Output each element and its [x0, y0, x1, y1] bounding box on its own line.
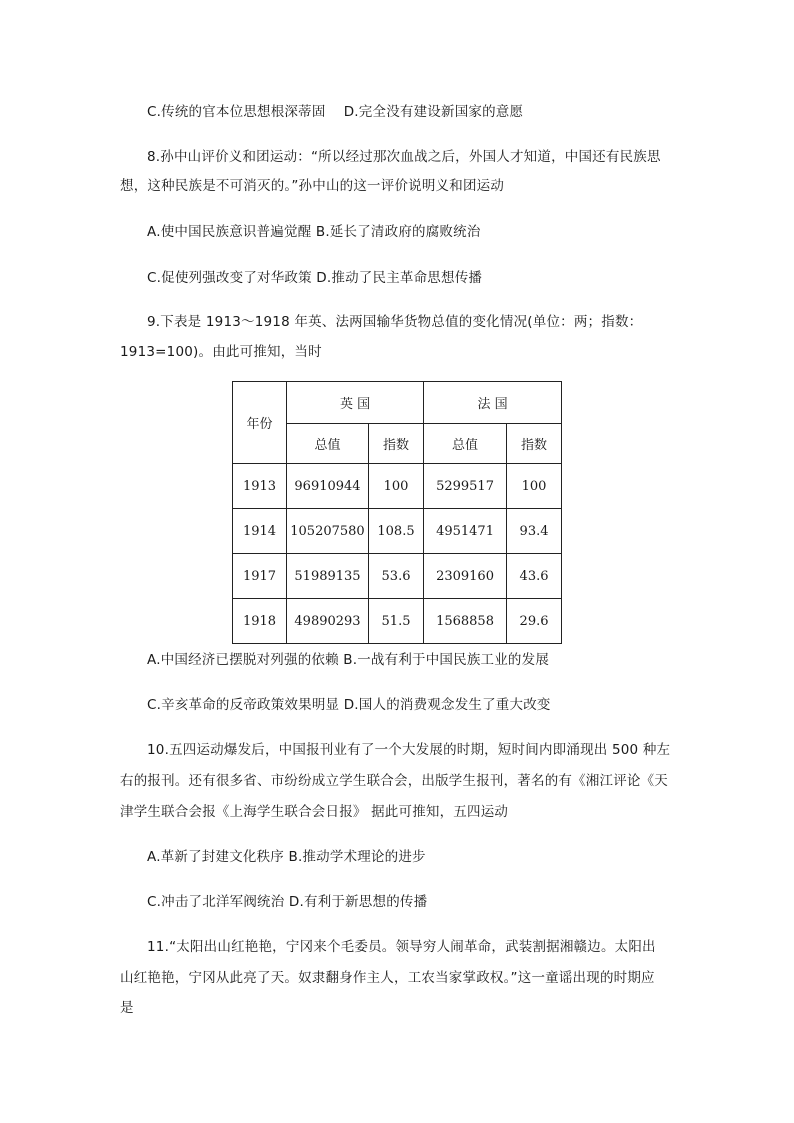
uk-index-header: 指数 — [369, 424, 424, 464]
q11-stem-line-2: 山红艳艳，宁冈从此亮了天。奴隶翻身作主人，工农当家掌政权。”这一童谣出现的时期应 — [120, 970, 655, 986]
q10-options-cd: C.冲击了北洋军阀统治 D.有利于新思想的传播 — [147, 894, 428, 910]
fr-index-cell: 93.4 — [507, 509, 562, 554]
fr-total-cell: 4951471 — [424, 509, 507, 554]
q11-stem-line-3: 是 — [120, 1000, 134, 1016]
fr-index-cell: 29.6 — [507, 599, 562, 644]
table-row — [233, 509, 562, 554]
fr-total-header: 总值 — [424, 424, 507, 464]
trade-table — [232, 381, 562, 644]
year-header: 年份 — [233, 382, 287, 464]
uk-index-cell: 108.5 — [369, 509, 424, 554]
year-cell: 1918 — [233, 599, 287, 644]
uk-total-header: 总值 — [287, 424, 369, 464]
year-cell: 1914 — [233, 509, 287, 554]
q7-options-cd: C.传统的官本位思想根深蒂固 D.完全没有建设新国家的意愿 — [147, 104, 524, 120]
fr-index-header: 指数 — [507, 424, 562, 464]
uk-index-cell: 53.6 — [369, 554, 424, 599]
q11-stem-line-1: 11.“太阳出山红艳艳，宁冈来个毛委员。领导穷人闹革命，武装割据湘赣边。太阳出 — [147, 939, 656, 955]
q8-options-cd: C.促使列强改变了对华政策 D.推动了民主革命思想传播 — [147, 270, 483, 286]
table-row — [233, 599, 562, 644]
uk-header: 英 国 — [287, 382, 424, 424]
fr-total-cell: 1568858 — [424, 599, 507, 644]
uk-total-cell: 49890293 — [287, 599, 369, 644]
uk-total-cell: 51989135 — [287, 554, 369, 599]
fr-index-cell: 100 — [507, 464, 562, 509]
fr-index-cell: 43.6 — [507, 554, 562, 599]
uk-total-cell: 96910944 — [287, 464, 369, 509]
q9-stem-line-1: 9.下表是 1913～1918 年英、法两国输华货物总值的变化情况(单位：两；指数： — [147, 314, 643, 330]
fr-total-cell: 2309160 — [424, 554, 507, 599]
fr-header: 法 国 — [424, 382, 562, 424]
q8-stem-line-1: 8.孙中山评价义和团运动：“所以经过那次血战之后，外国人才知道，中国还有民族思 — [147, 149, 661, 165]
q10-stem-line-1: 10.五四运动爆发后，中国报刊业有了一个大发展的时期，短时间内即涌现出 500 种左 — [147, 742, 671, 758]
table-row — [233, 464, 562, 509]
q10-stem-line-2: 右的报刊。还有很多省、市纷纷成立学生联合会，出版学生报刊，著名的有《湘江评论《天 — [120, 773, 668, 789]
uk-index-cell: 100 — [369, 464, 424, 509]
year-cell: 1913 — [233, 464, 287, 509]
uk-index-cell: 51.5 — [369, 599, 424, 644]
uk-total-cell: 105207580 — [287, 509, 369, 554]
year-cell: 1917 — [233, 554, 287, 599]
q9-options-ab: A.中国经济已摆脱对列强的依赖 B.一战有利于中国民族工业的发展 — [147, 652, 550, 668]
q8-options-ab: A.使中国民族意识普遍觉醒 B.延长了清政府的腐败统治 — [147, 224, 481, 240]
table-row — [233, 554, 562, 599]
q8-stem-line-2: 想，这种民族是不可消灭的。”孙中山的这一评价说明义和团运动 — [120, 178, 505, 194]
q10-options-ab: A.革新了封建文化秩序 B.推动学术理论的进步 — [147, 849, 426, 865]
q9-options-cd: C.辛亥革命的反帝政策效果明显 D.国人的消费观念发生了重大改变 — [147, 697, 551, 713]
q9-stem-line-2: 1913=100)。由此可推知，当时 — [120, 344, 322, 360]
fr-total-cell: 5299517 — [424, 464, 507, 509]
q10-stem-line-3: 津学生联合会报《上海学生联合会日报》 据此可推知，五四运动 — [120, 804, 509, 820]
